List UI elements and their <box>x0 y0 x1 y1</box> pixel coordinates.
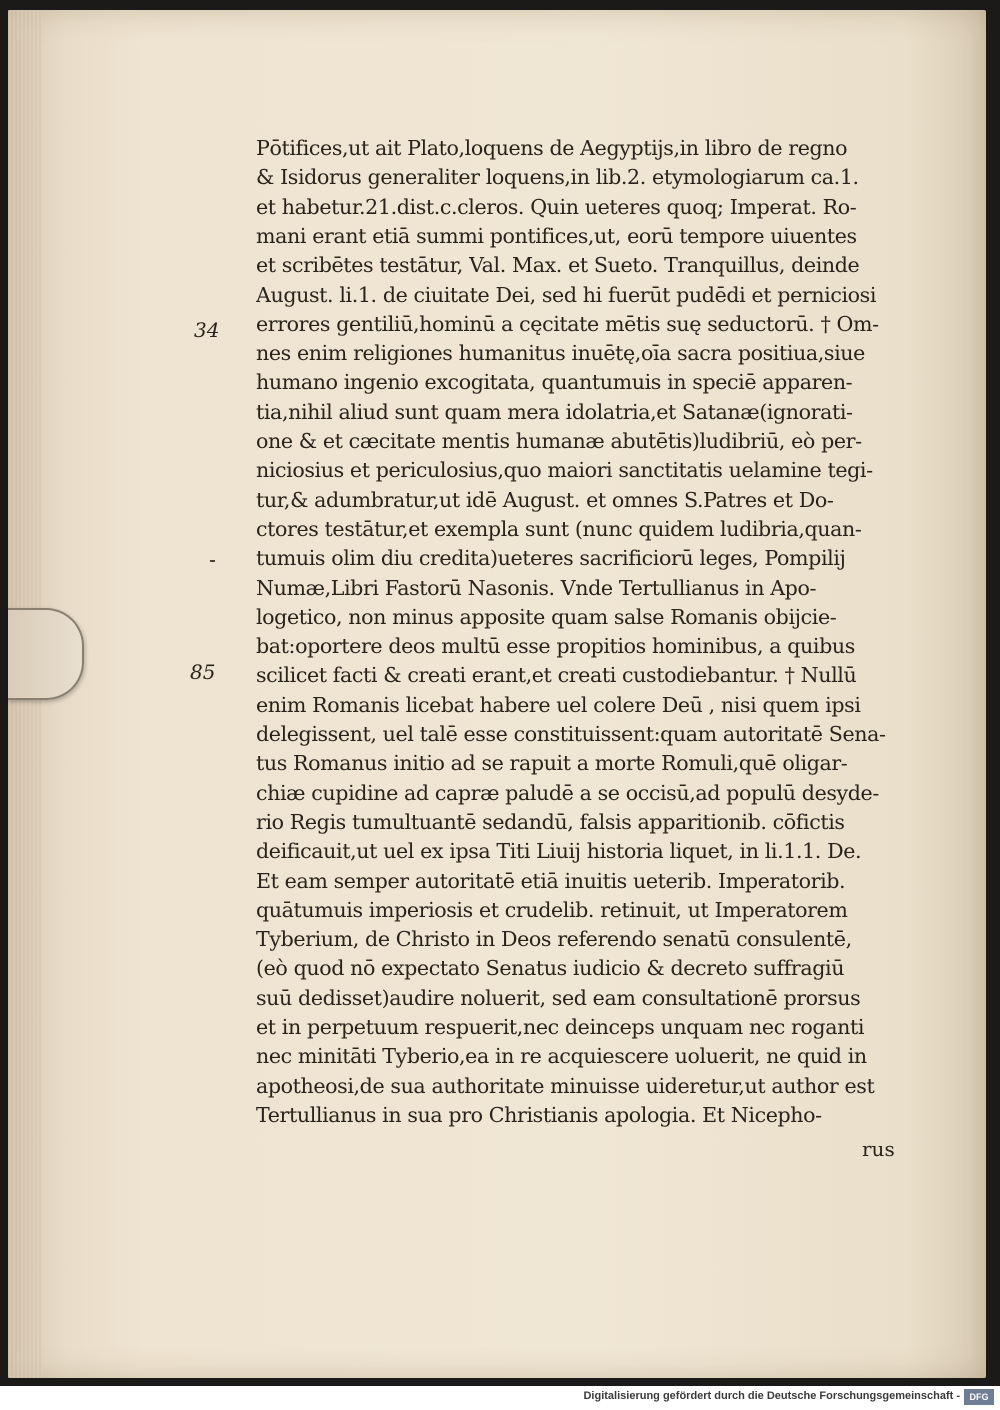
text-line: nes enim religiones humanitus inuētę,oīa sacra positiua,siue <box>256 341 865 366</box>
text-line: (eò quod nō expectato Senatus iudicio & decreto suffragiū <box>256 956 845 981</box>
page-clip <box>8 608 84 700</box>
text-line: chiæ cupidine ad capræ paludē a se occisū,ad populū desyde- <box>256 780 879 805</box>
text-line: delegissent, uel talē esse constituissent:quam autoritatē Sena- <box>256 722 886 746</box>
text-line: Tertullianus in sua pro Christianis apologia. Et Nicepho- <box>256 1102 822 1127</box>
text-line: humano ingenio excogitata, quantumuis in speciē apparen- <box>256 370 853 395</box>
text-line: Pōtifices,ut ait Plato,loquens de Aegyptijs,in libro de regno <box>256 136 848 160</box>
text-line: deificauit,ut uel ex ipsa Titi Liuij historia liquet, in li.1.1. De. <box>256 839 862 864</box>
text-line: tus Romanus initio ad se rapuit a morte Romuli,quē oligar- <box>256 751 848 776</box>
text-line: tia,nihil aliud sunt quam mera idolatria,et Satanæ(ignorati- <box>256 399 853 424</box>
catchword: rus <box>862 1137 895 1161</box>
margin-number-85: 85 <box>190 660 216 684</box>
text-line: tumuis olim diu credita)ueteres sacrificiorū leges, Pompilij <box>256 546 846 571</box>
text-line: apotheosi,de sua authoritate minuisse uideretur,ut author est <box>256 1073 875 1098</box>
text-line: et in perpetuum respuerit,nec deinceps unquam nec roganti <box>256 1015 865 1039</box>
margin-mark <box>210 560 215 562</box>
dfg-logo: DFG <box>964 1389 994 1405</box>
text-line: quātumuis imperiosis et crudelib. retinuit, ut Imperatorem <box>256 897 848 922</box>
text-line: Tyberium, de Christo in Deos referendo senatū consulentē, <box>256 927 852 952</box>
text-line: errores gentiliū,hominū a cęcitate mētis suę seductorū. † Om- <box>256 311 879 336</box>
text-line: logetico, non minus apposite quam salse Romanis obijcie- <box>256 604 837 629</box>
text-line: suū dedisset)audire noluerit, sed eam consultationē prorsus <box>256 985 861 1010</box>
text-line: nec minitāti Tyberio,ea in re acquiescere uoluerit, ne quid in <box>256 1044 867 1069</box>
text-line: Numæ,Libri Fastorū Nasonis. Vnde Tertullianus in Apo- <box>256 575 817 600</box>
text-line: one & et cæcitate mentis humanæ abutētis)ludibriū, eò per- <box>256 429 862 453</box>
text-line: rio Regis tumultuantē sedandū, falsis apparitionib. cōfictis <box>256 809 845 834</box>
text-line: ctores testātur,et exempla sunt (nunc quidem ludibria,quan- <box>256 516 862 541</box>
text-line: et habetur.21.dist.c.cleros. Quin ueteres quoq; Imperat. Ro- <box>256 194 857 219</box>
text-line: & Isidorus generaliter loquens,in lib.2. etymologiarum ca.1. <box>256 165 859 190</box>
text-line: niciosius et periculosius,quo maiori sanctitatis uelamine tegi- <box>256 458 873 483</box>
text-line: Et eam semper autoritatē etiā inuitis ueterib. Imperatorib. <box>256 868 846 893</box>
text-line: August. li.1. de ciuitate Dei, sed hi fuerūt pudēdi et perniciosi <box>256 282 877 307</box>
text-line: enim Romanis licebat habere uel colere Deū , nisi quem ipsi <box>256 692 861 717</box>
funding-credit: Digitalisierung gefördert durch die Deutsche Forschungsgemeinschaft - <box>583 1390 960 1402</box>
footer-bar <box>0 1386 1000 1410</box>
text-line: bat:oportere deos multū esse propitios hominibus, a quibus <box>256 634 855 659</box>
text-line: tur,& adumbratur,ut idē August. et omnes S.Patres et Do- <box>256 487 834 512</box>
text-line: scilicet facti & creati erant,et creati custodiebantur. † Nullū <box>256 663 857 688</box>
text-line: et scribētes testātur, Val. Max. et Sueto. Tranquillus, deinde <box>256 253 860 278</box>
text-line: mani erant etiā summi pontifices,ut, eorū tempore uiuentes <box>256 223 857 248</box>
margin-number-34: 34 <box>194 318 220 342</box>
